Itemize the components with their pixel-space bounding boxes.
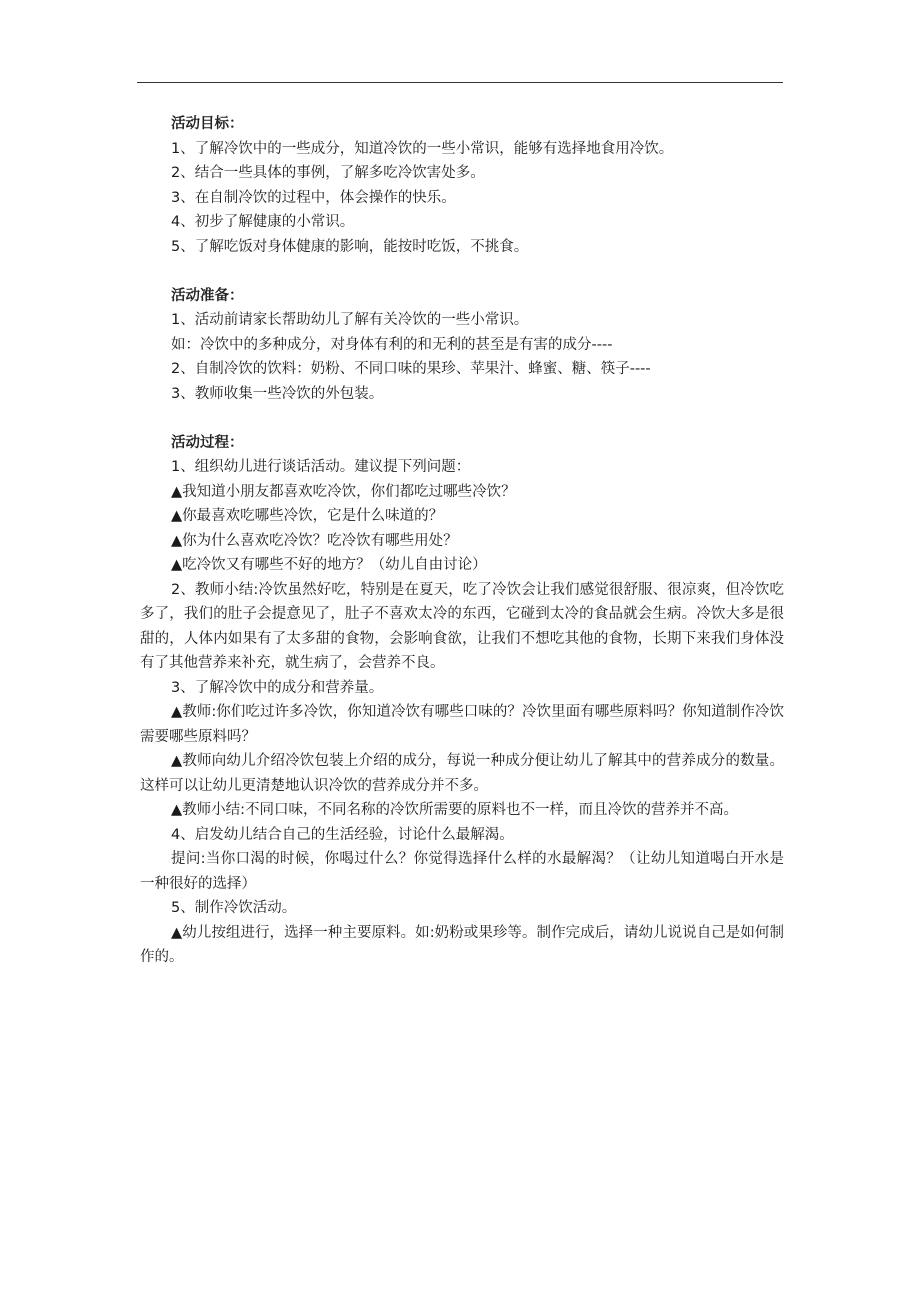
process-paragraph: 2、教师小结:冷饮虽然好吃，特别是在夏天，吃了冷饮会让我们感觉很舒服、很凉爽，但冷饮吃多了，我们的肚子会提意见了，肚子不喜欢太冷的东西，它碰到太冷的食品就会生病。冷饮大多是很甜的，人体内如果有了太多甜的食物，会影响食欲，让我们不想吃其他的食物，长期下来我们身体没有了其他营养来补充，就生病了，会营养不良。 [140, 581, 784, 671]
prep-section [140, 284, 784, 407]
process-paragraph: ▲教师小结:不同口味，不同名称的冷饮所需要的原料也不一样，而且冷饮的营养并不高。 [171, 802, 739, 818]
prep-item: 1、活动前请家长帮助幼儿了解有关冷饮的一些小常识。 [171, 312, 529, 328]
process-paragraph: ▲教师:你们吃过许多冷饮，你知道冷饮有哪些口味的？冷饮里面有哪些原料吗？你知道制作冷饮需要哪些原料吗？ [140, 704, 784, 745]
process-paragraph: 5、制作冷饮活动。 [171, 900, 297, 916]
process-item: ▲你最喜欢吃哪些冷饮，它是什么味道的？ [171, 508, 444, 524]
process-title: 活动过程： [171, 434, 244, 451]
prep-item: 2、自制冷饮的饮料：奶粉、不同口味的果珍、苹果汁、蜂蜜、糖、筷子---- [171, 361, 651, 377]
goal-item: 2、结合一些具体的事例，了解多吃冷饮害处多。 [171, 165, 485, 181]
prep-item: 3、教师收集一些冷饮的外包装。 [171, 385, 384, 402]
goals-section [140, 112, 784, 259]
process-item: ▲你为什么喜欢吃冷饮？吃冷饮有哪些用处？ [171, 532, 458, 549]
goal-item: 3、在自制冷饮的过程中，体会操作的快乐。 [171, 189, 456, 206]
process-paragraph: ▲幼儿按组进行，选择一种主要原料。如:奶粉或果珍等。制作完成后，请幼儿说说自己是如何制作的。 [140, 924, 784, 965]
process-item: 1、组织幼儿进行谈话活动。建议提下列问题： [171, 459, 471, 475]
prep-item: 如：冷饮中的多种成分，对身体有利的和无利的甚至是有害的成分---- [171, 336, 613, 353]
process-paragraph: 4、启发幼儿结合自己的生活经验，讨论什么最解渴。 [171, 826, 514, 843]
prep-title: 活动准备： [171, 287, 244, 304]
goal-item: 5、了解吃饭对身体健康的影响，能按时吃饭，不挑食。 [171, 238, 529, 255]
goal-item: 4、初步了解健康的小常识。 [171, 214, 355, 230]
process-item: ▲吃冷饮又有哪些不好的地方？（幼儿自由讨论） [171, 557, 487, 573]
process-paragraph: 3、了解冷饮中的成分和营养量。 [171, 679, 384, 696]
section-spacer [140, 406, 784, 431]
process-paragraph: ▲教师向幼儿介绍冷饮包装上介绍的成分，每说一种成分便让幼儿了解其中的营养成分的数量。这样可以让幼儿更清楚地认识冷饮的营养成分并不多。 [140, 753, 784, 794]
section-spacer [140, 259, 784, 284]
process-paragraph: 提问:当你口渴的时候，你喝过什么？你觉得选择什么样的水最解渴？（让幼儿知道喝白开水是一种很好的选择） [140, 851, 784, 892]
process-section [140, 431, 784, 970]
goal-item: 1、了解冷饮中的一些成分，知道冷饮的一些小常识，能够有选择地食用冷饮。 [171, 140, 674, 157]
document-body [140, 112, 784, 970]
goals-title: 活动目标： [171, 116, 244, 132]
header-rule [137, 82, 783, 83]
process-item: ▲我知道小朋友都喜欢吃冷饮，你们都吃过哪些冷饮？ [171, 483, 516, 500]
